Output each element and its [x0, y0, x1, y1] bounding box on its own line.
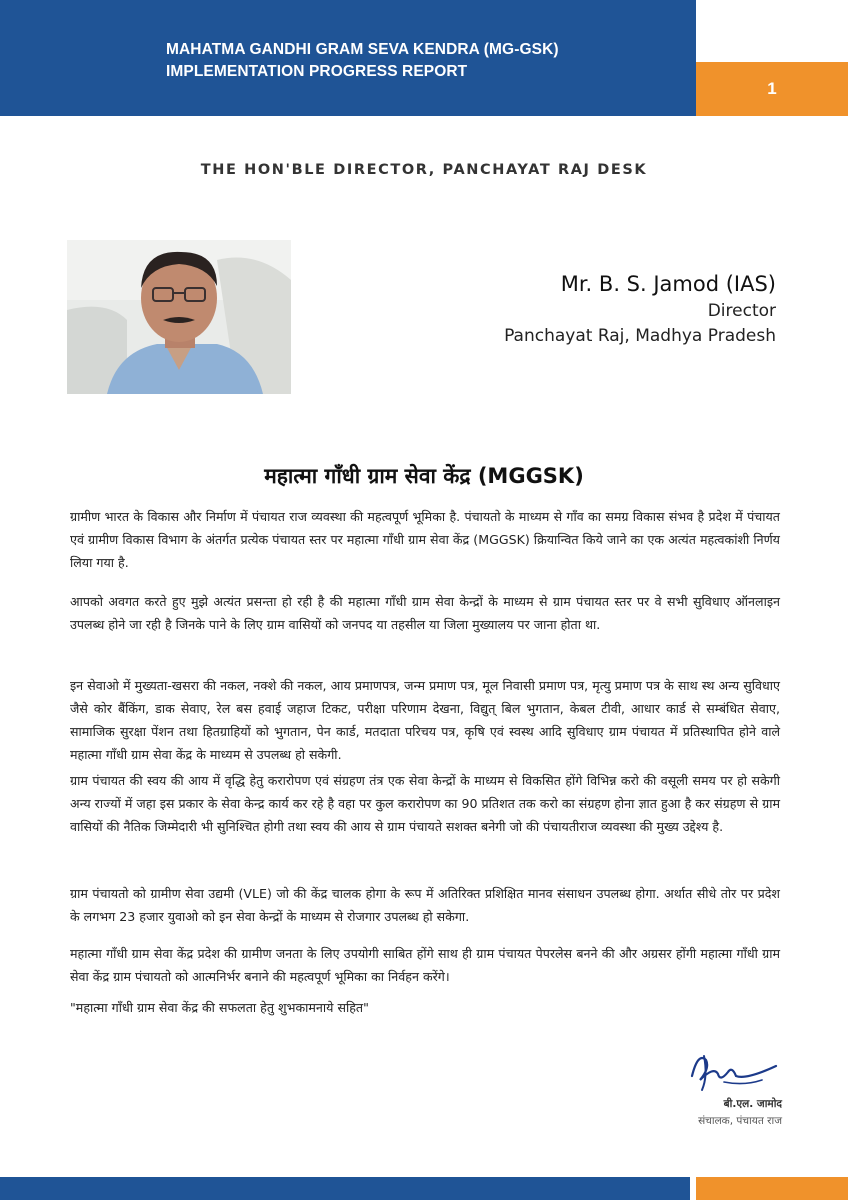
paragraph-5: ग्राम पंचायतो को ग्रामीण सेवा उद्यमी (VLE) जो की केंद्र चालक होगा के रूप में अतिरिक्त प्रशिक्षित मानव संसाधन उपलब्ध होगा. अर्थात सीधे तोर पर प्रदेश के लगभग 23 हजार युवाओ को इन सेवा केन्द्रों के माध्यम से रोजगार उपलब्ध हो सकेगा.	[70, 886, 780, 924]
report-title-line1: MAHATMA GANDHI GRAM SEVA KENDRA (MG-GSK)	[166, 41, 559, 58]
footer-bar-blue	[0, 1177, 690, 1200]
header-corner	[696, 0, 848, 62]
director-role: Director	[707, 301, 776, 321]
director-photo	[67, 240, 291, 394]
paragraph-2: आपको अवगत करते हुए मुझे अत्यंत प्रसन्ता हो रही है की महात्मा गाँधी ग्राम सेवा केन्द्रों के माध्यम से ग्राम पंचायत स्तर पर वे सभी सुविधाए ऑनलाइन उपलब्ध होने जा रही है जिनके पाने के लिए ग्राम वासियों को जनपद या तहसील या जिला मुख्यालय पर जाना होता था.	[70, 594, 780, 632]
paragraph-3: इन सेवाओ में मुख्यता-खसरा की नकल, नक्शे की नकल, आय प्रमाणपत्र, जन्म प्रमाण पत्र, मूल निवासी प्रमाण पत्र, मृत्यु प्रमाण पत्र के साथ स्थ अन्य सुविधाए जैसे कोर बैंकिंग, डाक सेवाए, रेल बस हवाई जहाज टिकट, परीक्षा परिणाम देखना, विद्युत् बिल भुगतान, केबल टीवी, आधार कार्ड से सम्बंधित सेवाए, सामाजिक सुरक्षा पेंशन तथा हितग्राहियों को भुगतान, पेन कार्ड, मतदाता परिचय पत्र, कृषि एवं स्वस्थ आदि सुविधाए ग्राम पंचायत में प्रतिस्थापित होने वाले महात्मा गाँधी ग्राम सेवा केंद्र के माध्यम से उपलब्ध हो सकेगी.	[70, 678, 780, 762]
handwritten-signature	[684, 1046, 780, 1098]
page-number: 1	[767, 79, 777, 98]
main-heading: महात्मा गाँधी ग्राम सेवा केंद्र (MGGSK)	[264, 464, 584, 488]
desk-title: THE HON'BLE DIRECTOR, PANCHAYAT RAJ DESK	[200, 162, 648, 178]
footer-bar-orange	[696, 1177, 848, 1200]
paragraph-1: ग्रामीण भारत के विकास और निर्माण में पंचायत राज व्यवस्था की महत्वपूर्ण भूमिका है. पंचायतो के माध्यम से गाँव का समग्र विकास संभव है प्रदेश में पंचायत एवं ग्रामीण विकास विभाग के अंतर्गत प्रत्येक पंचायत स्तर पर महात्मा गाँधी ग्राम सेवा केंद्र (MGGSK) क्रियान्वित किये जाने का एक अत्यंत महत्वकांशी निर्णय लिया गया है.	[70, 509, 780, 570]
report-title	[166, 39, 559, 83]
paragraph-6: महात्मा गाँधी ग्राम सेवा केंद्र प्रदेश की ग्रामीण जनता के लिए उपयोगी साबित होंगे साथ ही ग्राम पंचायत पेपरलेस बनने की और अग्रसर होंगी महात्मा गाँधी ग्राम सेवा केंद्र ग्राम पंचायतो को आत्मनिर्भर बनाने की महत्वपूर्ण भूमिका का निर्वहन करेंगे।	[70, 946, 780, 984]
signatory-name: बी.एल. जामोद	[723, 1098, 782, 1110]
closing-wishes: "महात्मा गाँधी ग्राम सेवा केंद्र की सफलता हेतु शुभकामनाये सहित"	[70, 1000, 369, 1015]
director-department: Panchayat Raj, Madhya Pradesh	[504, 326, 776, 346]
signatory-title: संचालक, पंचायत राज	[698, 1115, 782, 1127]
director-name: Mr. B. S. Jamod (IAS)	[560, 272, 776, 296]
paragraph-4: ग्राम पंचायत की स्वय की आय में वृद्धि हेतु करारोपण एवं संग्रहण तंत्र एक सेवा केन्द्रों के माध्यम से विकसित होंगे विभिन्न करो की वसूली समय पर हो सकेगी अन्य राज्यों में जहा इस प्रकार के सेवा केन्द्र कार्य कर रहे है वहा पर कुल करारोपण का 90 प्रतिशत तक करो का संग्रहण होना ज्ञात हुआ है कर संग्रहण से ग्राम वासियों की नैतिक जिम्मेदारी भी सुनिश्चित होगी तथा स्वय की आय से ग्राम पंचायते सशक्त बनेगी जो की पंचायतीराज व्यवस्था की मुख्य उद्देश्य है.	[70, 773, 781, 834]
report-title-line2: IMPLEMENTATION PROGRESS REPORT	[166, 63, 468, 80]
